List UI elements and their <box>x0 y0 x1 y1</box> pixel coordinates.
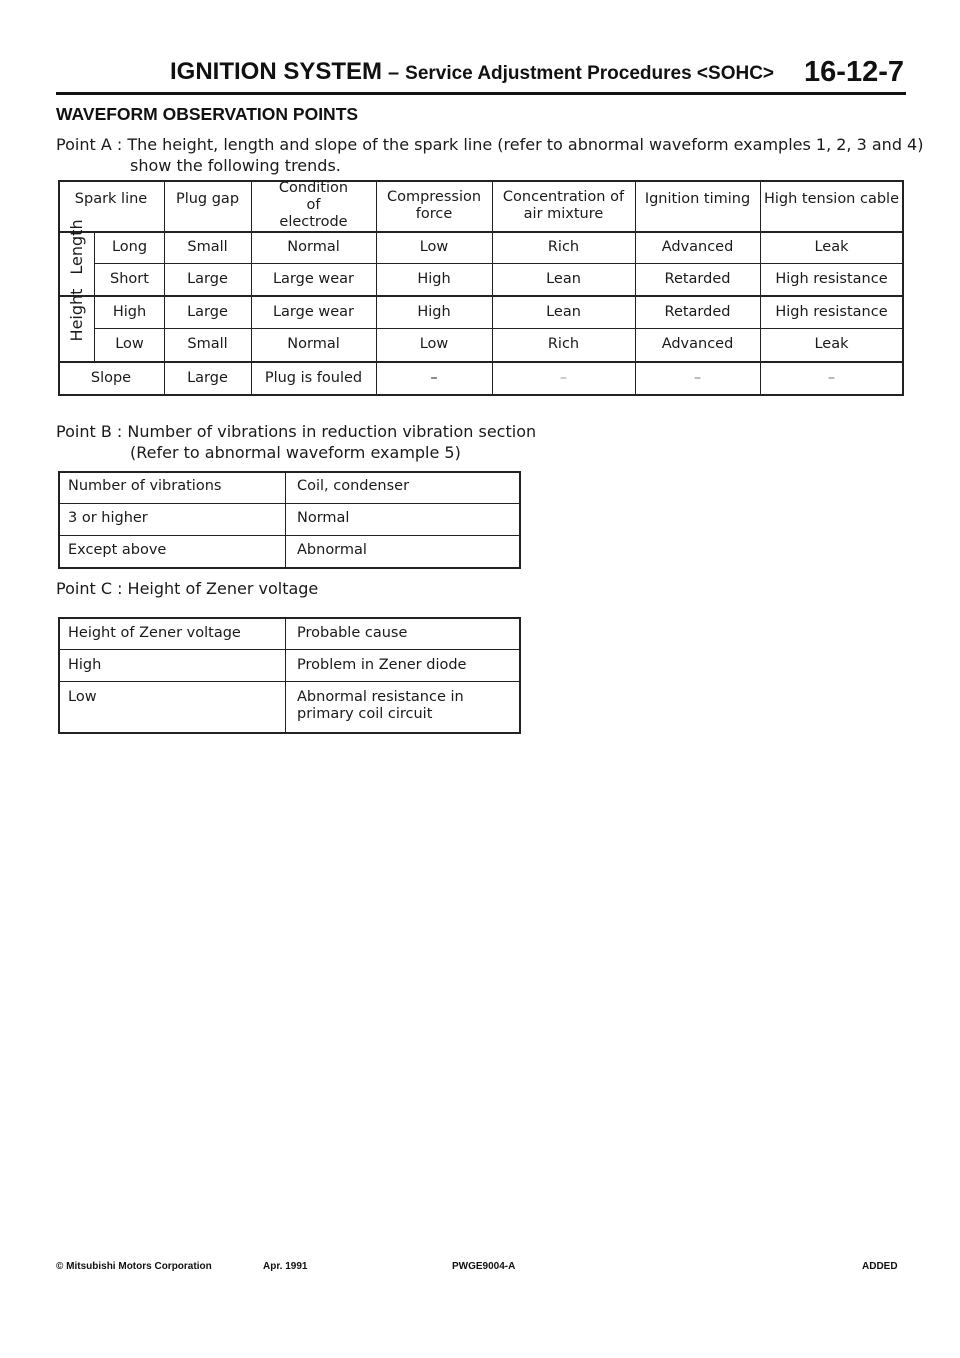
table-cell: Low <box>419 238 449 255</box>
table-cell: Except above <box>68 542 167 558</box>
table-cell: 3 or higher <box>68 510 148 526</box>
table-cell: High <box>68 657 102 673</box>
table-cell: High resistance <box>775 270 888 287</box>
table-cell: High <box>417 270 451 287</box>
table-cell: Large <box>187 270 228 287</box>
table-cell: High <box>112 303 147 320</box>
table-cell: Normal <box>287 336 340 352</box>
header-plug-gap: Plug gap <box>175 190 240 207</box>
header-dash: – <box>388 62 400 84</box>
table-cell: Abnormal resistance in primary coil circuit <box>297 689 464 722</box>
table-cell: Large wear <box>272 303 355 320</box>
table-cell: – <box>559 369 568 386</box>
table-cell: Small <box>187 238 228 255</box>
table-cell: Leak <box>814 238 849 255</box>
point-b-line-1: Point B : Number of vibrations in reduction vibration section <box>56 422 537 441</box>
header-condition-of-electrode: Condition of electrode <box>278 180 349 230</box>
header-spark-line: Spark line <box>74 190 148 207</box>
table-cell: Large <box>187 369 228 386</box>
table-cell: Rich <box>547 336 580 352</box>
table-cell: Short <box>110 270 149 287</box>
table-cell: Rich <box>547 238 580 255</box>
zener-voltage-table <box>58 617 521 734</box>
header-air-mixture: Concentration of air mixture <box>502 188 625 222</box>
table-cell: Number of vibrations <box>68 478 222 494</box>
vibrations-table <box>58 471 521 569</box>
header-rule <box>56 92 906 95</box>
table-cell: Height of Zener voltage <box>68 625 241 641</box>
table-cell: Leak <box>814 336 849 352</box>
table-cell: Small <box>187 336 228 352</box>
table-cell: Problem in Zener diode <box>297 657 467 673</box>
table-cell: – <box>827 369 836 386</box>
table-cell: Retarded <box>664 303 731 320</box>
table-cell: Long <box>111 238 148 255</box>
table-cell: High <box>417 303 451 320</box>
header-compression-force: Compression force <box>386 188 482 222</box>
point-a-line-1: Point A : The height, length and slope of the spark line (refer to abnormal waveform examples 1, 2, 3 and 4) <box>56 135 924 154</box>
section-subtitle: Service Adjustment Procedures <SOHC> <box>405 63 775 84</box>
table-cell: Plug is fouled <box>264 369 363 386</box>
table-cell: Normal <box>297 510 350 526</box>
table-cell: Advanced <box>661 336 734 352</box>
section-title: IGNITION SYSTEM <box>170 58 383 85</box>
table-cell: Large wear <box>272 270 355 287</box>
header-high-tension-cable: High tension cable <box>764 190 899 207</box>
page-title: WAVEFORM OBSERVATION POINTS <box>56 104 359 124</box>
table-cell: Lean <box>546 270 581 287</box>
table-cell: Normal <box>287 238 340 255</box>
table-cell: Advanced <box>661 238 734 255</box>
point-c-line-1: Point C : Height of Zener voltage <box>56 579 319 598</box>
table-cell: High resistance <box>775 303 888 320</box>
table-cell: – <box>693 369 702 386</box>
table-cell: – <box>430 369 438 386</box>
table-cell: Probable cause <box>297 625 408 641</box>
table-cell: Low <box>115 336 144 352</box>
point-b-line-2: (Refer to abnormal waveform example 5) <box>130 443 461 462</box>
group-length-label: Length <box>66 219 86 275</box>
group-height-label: Height <box>66 288 86 342</box>
table-cell: Coil, condenser <box>297 478 410 494</box>
table-cell: Lean <box>546 303 581 320</box>
page-header <box>170 58 906 92</box>
table-cell: Slope <box>90 369 132 386</box>
table-cell: Low <box>68 689 97 705</box>
table-cell: Retarded <box>664 270 731 287</box>
footer-copyright: © Mitsubishi Motors Corporation <box>56 1261 212 1272</box>
footer-status: ADDED <box>862 1261 898 1272</box>
footer-code: PWGE9004-A <box>452 1261 516 1272</box>
header-ignition-timing: Ignition timing <box>644 190 751 207</box>
spark-line-table <box>58 180 904 396</box>
footer-date: Apr. 1991 <box>263 1261 308 1272</box>
table-cell: Large <box>187 303 228 320</box>
table-cell: Abnormal <box>297 542 367 558</box>
page-number: 16-12-7 <box>804 56 904 88</box>
point-a-line-2: show the following trends. <box>130 156 341 175</box>
table-cell: Low <box>419 336 449 352</box>
